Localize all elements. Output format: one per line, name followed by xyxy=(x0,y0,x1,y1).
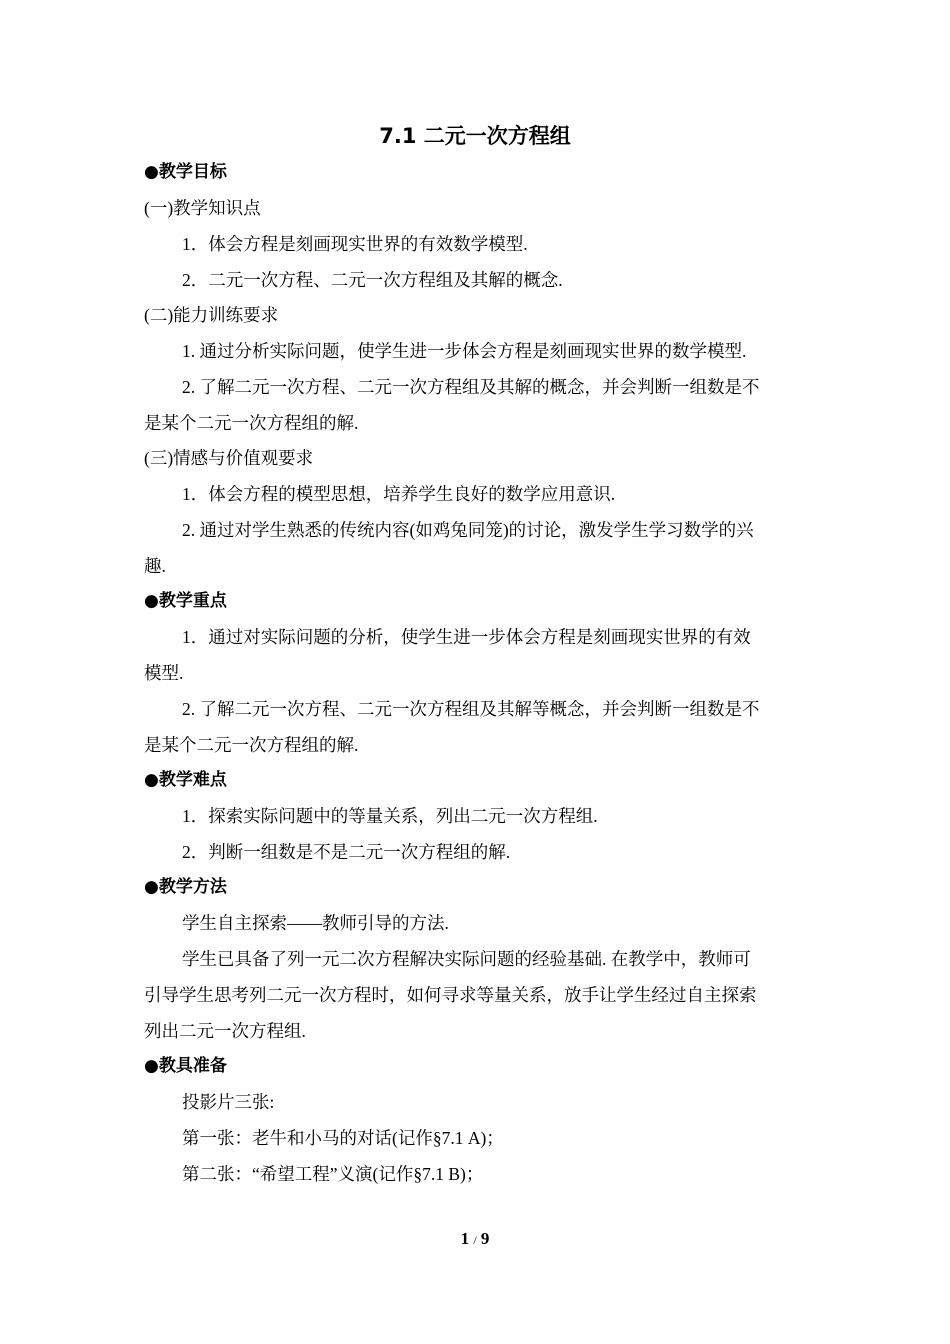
paragraph-line: 列出二元一次方程组. xyxy=(144,1021,306,1041)
section-heading-methods: ●教学方法 xyxy=(144,877,227,897)
paragraph-line: 学生自主探索——教师引导的方法. xyxy=(182,913,449,933)
paragraph-line: 是某个二元一次方程组的解. xyxy=(144,413,359,433)
paragraph-line: 第一张：老牛和小马的对话(记作§7.1 A)； xyxy=(182,1128,504,1148)
paragraph-line: 1．通过对实际问题的分析，使学生进一步体会方程是刻画现实世界的有效 xyxy=(182,627,751,647)
section-heading-key-points: ●教学重点 xyxy=(144,591,227,611)
subheading-knowledge: (一)教学知识点 xyxy=(144,198,261,218)
paragraph-line: 2. 通过对学生熟悉的传统内容(如鸡兔同笼)的讨论，激发学生学习数学的兴 xyxy=(182,520,754,540)
page-separator: / xyxy=(473,1233,477,1247)
paragraph-line: 2．判断一组数是不是二元一次方程组的解. xyxy=(182,842,511,862)
paragraph-line: 1. 通过分析实际问题，使学生进一步体会方程是刻画现实世界的数学模型. xyxy=(182,341,747,361)
page-current: 1 xyxy=(460,1229,470,1248)
paragraph-line: 1．体会方程是刻画现实世界的有效数学模型. xyxy=(182,234,528,254)
paragraph-line: 趣. xyxy=(144,556,166,576)
section-heading-objectives: ●教学目标 xyxy=(144,162,227,182)
section-heading-materials: ●教具准备 xyxy=(144,1056,227,1076)
page-total: 9 xyxy=(480,1229,490,1248)
paragraph-line: 2. 了解二元一次方程、二元一次方程组及其解等概念，并会判断一组数是不 xyxy=(182,699,760,719)
page-number xyxy=(0,1227,950,1252)
subheading-ability: (二)能力训练要求 xyxy=(144,305,279,325)
paragraph-line: 引导学生思考列二元一次方程时，如何寻求等量关系，放手让学生经过自主探索 xyxy=(144,985,757,1005)
paragraph-line: 投影片三张: xyxy=(182,1092,275,1112)
paragraph-line: 模型. xyxy=(144,663,184,683)
paragraph-line: 第二张：“希望工程”义演(记作§7.1 B)； xyxy=(182,1164,484,1184)
paragraph-line: 是某个二元一次方程组的解. xyxy=(144,735,359,755)
paragraph-line: 1．探索实际问题中的等量关系，列出二元一次方程组. xyxy=(182,806,598,826)
paragraph-line: 学生已具备了列一元二次方程解决实际问题的经验基础. 在教学中，教师可 xyxy=(182,949,751,969)
paragraph-line: 2．二元一次方程、二元一次方程组及其解的概念. xyxy=(182,270,563,290)
subheading-values: (三)情感与价值观要求 xyxy=(144,448,314,468)
section-heading-difficulties: ●教学难点 xyxy=(144,770,227,790)
paragraph-line: 2. 了解二元一次方程、二元一次方程组及其解的概念，并会判断一组数是不 xyxy=(182,377,760,397)
page-title: 7.1 二元一次方程组 xyxy=(379,124,571,148)
paragraph-line: 1．体会方程的模型思想，培养学生良好的数学应用意识. xyxy=(182,484,616,504)
